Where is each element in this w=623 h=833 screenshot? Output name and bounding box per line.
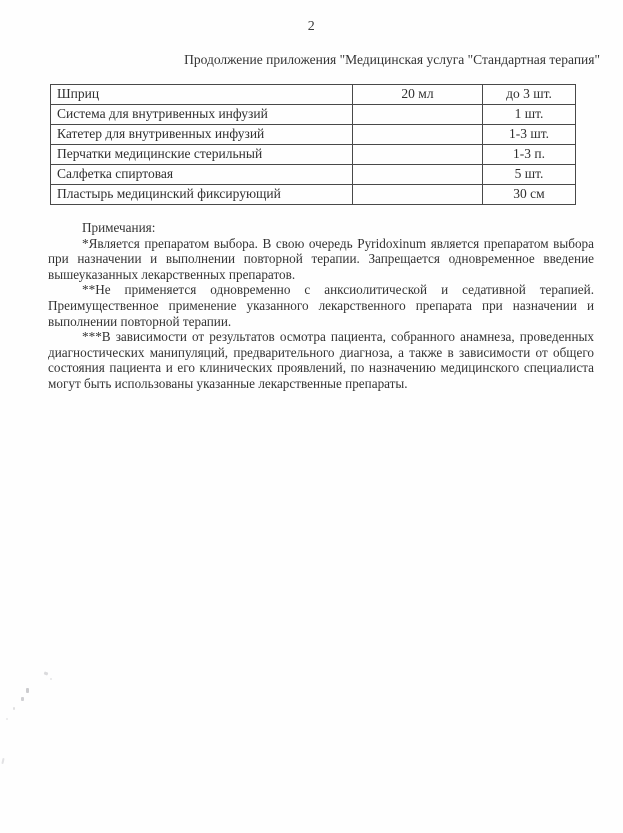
scan-artifact <box>26 688 29 693</box>
table-row <box>51 165 576 185</box>
item-qty-cell: 1-3 шт. <box>483 125 576 145</box>
note-paragraph-1: *Является препаратом выбора. В свою очередь Pyridoxinum является препаратом выбора при назначении и выполнении повторной терапии. Запрещается одновременное введение вышеуказанных лекарственных препаратов. <box>48 235 594 282</box>
notes-section <box>48 220 594 392</box>
item-volume-cell <box>353 125 483 145</box>
table-row <box>51 85 576 105</box>
note-paragraph-3: ***В зависимости от результатов осмотра пациента, собранного анамнеза, проведенных диагностических манипуляций, предварительного диагноза, а также в зависимости от общего состояния пациента и его клинических проявлений, по назначению медицинского специалиста могут быть использованы указанные лекарственные препараты. <box>48 329 594 391</box>
item-name-cell: Катетер для внутривенных инфузий <box>51 125 353 145</box>
item-qty-cell: 1-3 п. <box>483 145 576 165</box>
scan-artifact <box>50 678 52 680</box>
item-name-cell: Система для внутривенных инфузий <box>51 105 353 125</box>
item-volume-cell <box>353 145 483 165</box>
scan-artifact <box>44 671 49 675</box>
table-row <box>51 185 576 205</box>
table-row <box>51 105 576 125</box>
table-row <box>51 125 576 145</box>
scan-artifact <box>6 718 8 720</box>
item-volume-cell <box>353 185 483 205</box>
scan-artifact <box>13 707 15 710</box>
table-row <box>51 145 576 165</box>
item-qty-cell: 5 шт. <box>483 165 576 185</box>
item-name-cell: Перчатки медицинские стерильный <box>51 145 353 165</box>
page-number: 2 <box>307 19 316 34</box>
item-name-cell: Пластырь медицинский фиксирующий <box>51 185 353 205</box>
item-qty-cell: 1 шт. <box>483 105 576 125</box>
item-volume-cell <box>353 165 483 185</box>
scan-artifact <box>21 697 24 701</box>
note-paragraph-2: **Не применяется одновременно с анксиолитической и седативной терапией. Преимущественное применение указанного лекарственного препарата при назначении и выполнении повторной терапии. <box>48 282 594 329</box>
scan-artifact <box>1 758 4 764</box>
item-volume-cell <box>353 105 483 125</box>
item-qty-cell: 30 см <box>483 185 576 205</box>
item-name-cell: Салфетка спиртовая <box>51 165 353 185</box>
item-volume-cell: 20 мл <box>353 85 483 105</box>
notes-label: Примечания: <box>82 220 156 235</box>
supplies-table-body <box>51 85 576 205</box>
continuation-header: Продолжение приложения "Медицинская услуга "Стандартная терапия" <box>184 52 600 67</box>
item-qty-cell: до 3 шт. <box>483 85 576 105</box>
item-name-cell: Шприц <box>51 85 353 105</box>
supplies-table <box>50 84 576 205</box>
